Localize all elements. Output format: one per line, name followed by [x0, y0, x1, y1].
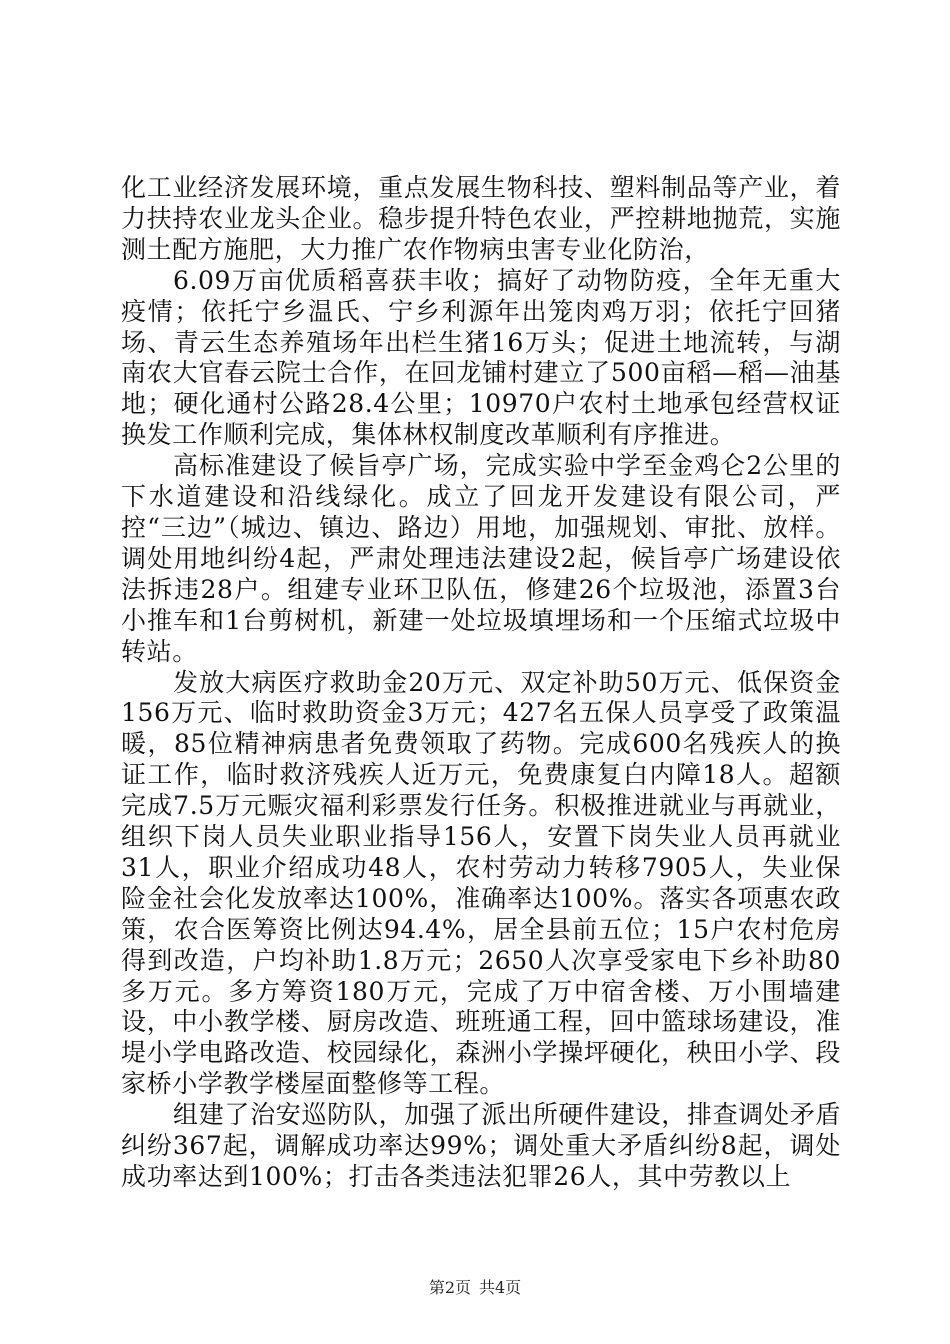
paragraph-1: 化工业经济发展环境，重点发展生物科技、塑料制品等产业，着力扶持农业龙头企业。稳步提升特色农业，严控耕地抛荒，实施测土配方施肥，大力推广农作物病虫害专业化防治， — [121, 173, 841, 264]
paragraph-4: 发放大病医疗救助金20万元、双定补助50万元、低保资金156万元、临时救助资金3万元；427名五保人员享受了政策温暖，85位精神病患者免费领取了药物。完成600名残疾人的换证工作，临时救济残疾人近万元，免费康复白内障18人。超额完成7.5万元赈灾福利彩票发行任务。积极推进就业与再就业，组织下岗人员失业职业指导156人，安置下岗失业人员再就业31人，职业介绍成功48人，农村劳动力转移7905人，失业保险金社会化发放率达100%，准确率达100%。落实各项惠农政策，农合医筹资比例达94.4%，居全县前五位；15户农村危房得到改造，户均补助1.8万元；2650人次享受家电下乡补助80多万元。多方筹资180万元，完成了万中宿舍楼、万小围墙建设，中小教学楼、厨房改造、班班通工程，回中篮球场建设，准堤小学电路改造、校园绿化，森洲小学操坪硬化，秧田小学、段家桥小学教学楼屋面整修等工程。 — [121, 667, 841, 1099]
page-footer — [0, 1275, 950, 1298]
paragraph-2: 6.09万亩优质稻喜获丰收；搞好了动物防疫，全年无重大疫情；依托宁乡温氏、宁乡利源年出笼肉鸡万羽；依托宁回猪场、青云生态养殖场年出栏生猪16万头；促进土地流转，与湖南农大官春云院士合作，在回龙铺村建立了500亩稻—稻—油基地；硬化通村公路28.4公里；10970户农村土地承包经营权证换发工作顺利完成，集体林权制度改革顺利有序推进。 — [121, 265, 841, 450]
document-body — [121, 173, 841, 1193]
page-total: 共4页 — [479, 1278, 522, 1297]
paragraph-5: 组建了治安巡防队，加强了派出所硬件建设，排查调处矛盾纠纷367起，调解成功率达99%；调处重大矛盾纠纷8起，调处成功率达到100%；打击各类违法犯罪26人，其中劳教以上 — [121, 1100, 841, 1191]
paragraph-3: 高标准建设了候旨亭广场，完成实验中学至金鸡仑2公里的下水道建设和沿线绿化。成立了回龙开发建设有限公司，严控“三边”（城边、镇边、路边）用地，加强规划、审批、放样。调处用地纠纷4起，严肃处理违法建设2起，候旨亭广场建设依法拆违28户。组建专业环卫队伍，修建26个垃圾池，添置3台小推车和1台剪树机，新建一处垃圾填埋场和一个压缩式垃圾中转站。 — [121, 451, 841, 666]
page-number: 第2页 — [428, 1278, 471, 1297]
